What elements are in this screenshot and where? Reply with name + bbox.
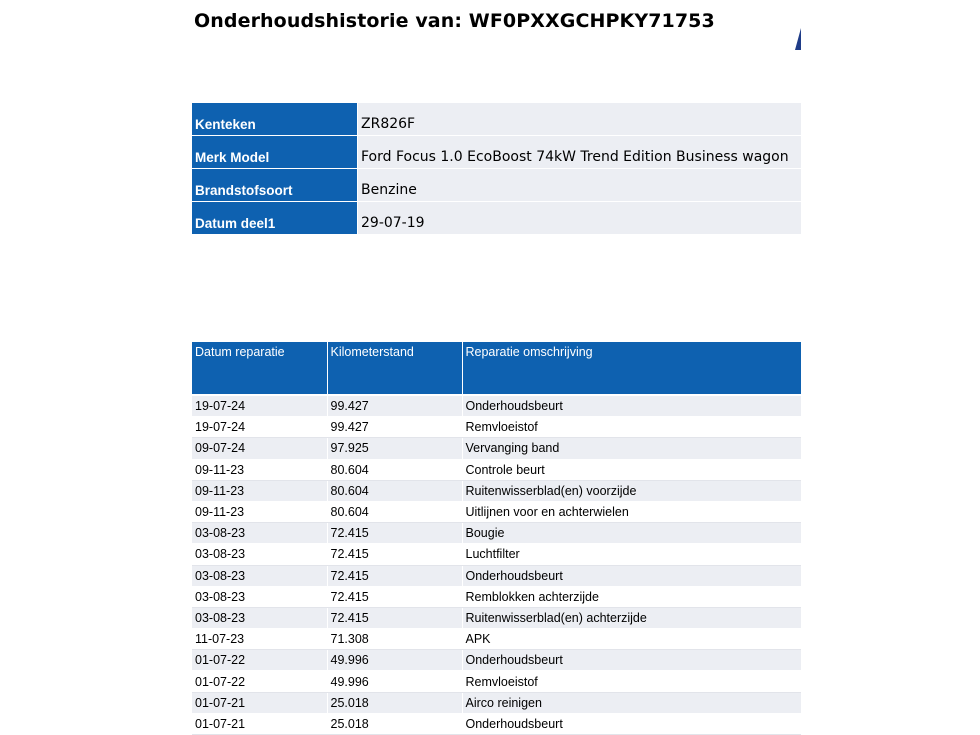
repair-description-cell: APK — [462, 629, 801, 650]
repair-date-cell: 03-08-23 — [192, 544, 327, 565]
mileage-cell: 72.415 — [327, 607, 462, 628]
mileage-cell: 71.308 — [327, 629, 462, 650]
repair-date-cell: 03-08-23 — [192, 523, 327, 544]
vehicle-field-label: Kenteken — [192, 103, 358, 136]
repair-date-cell: 09-11-23 — [192, 459, 327, 480]
vehicle-field-value: 29-07-19 — [358, 202, 802, 235]
repair-date-cell: 01-07-21 — [192, 713, 327, 734]
table-row — [192, 523, 801, 544]
repair-date-cell: 01-07-22 — [192, 671, 327, 692]
vehicle-info-row — [192, 169, 801, 202]
table-row — [192, 586, 801, 607]
mileage-cell: 72.415 — [327, 565, 462, 586]
mileage-cell: 80.604 — [327, 459, 462, 480]
maintenance-history-table — [192, 342, 801, 735]
repair-description-cell: Onderhoudsbeurt — [462, 396, 801, 417]
mileage-cell: 25.018 — [327, 692, 462, 713]
page-title: Onderhoudshistorie van: WF0PXXGCHPKY71753 — [194, 10, 715, 32]
repair-description-cell: Luchtfilter — [462, 544, 801, 565]
repair-description-cell: Uitlijnen voor en achterwielen — [462, 501, 801, 522]
repair-description-cell: Onderhoudsbeurt — [462, 713, 801, 734]
table-row — [192, 692, 801, 713]
table-row — [192, 713, 801, 734]
repair-description-cell: Remvloeistof — [462, 417, 801, 438]
vehicle-info-row — [192, 103, 801, 136]
repair-date-cell: 03-08-23 — [192, 607, 327, 628]
mileage-cell: 99.427 — [327, 396, 462, 417]
table-row — [192, 650, 801, 671]
column-header-date: Datum reparatie — [192, 342, 327, 394]
repair-date-cell: 03-08-23 — [192, 565, 327, 586]
repair-date-cell: 09-11-23 — [192, 501, 327, 522]
repair-date-cell: 09-07-24 — [192, 438, 327, 459]
repair-date-cell: 03-08-23 — [192, 586, 327, 607]
table-row — [192, 544, 801, 565]
vehicle-field-value: Ford Focus 1.0 EcoBoost 74kW Trend Edition Business wagon — [358, 136, 802, 169]
vehicle-field-label: Datum deel1 — [192, 202, 358, 235]
repair-date-cell: 01-07-22 — [192, 650, 327, 671]
mileage-cell: 80.604 — [327, 480, 462, 501]
repair-description-cell: Remblokken achterzijde — [462, 586, 801, 607]
repair-description-cell: Bougie — [462, 523, 801, 544]
vehicle-field-value: Benzine — [358, 169, 802, 202]
repair-date-cell: 09-11-23 — [192, 480, 327, 501]
table-row — [192, 671, 801, 692]
table-row — [192, 438, 801, 459]
vehicle-field-label: Brandstofsoort — [192, 169, 358, 202]
vehicle-info-table — [192, 103, 801, 235]
mileage-cell: 72.415 — [327, 586, 462, 607]
repair-date-cell: 19-07-24 — [192, 417, 327, 438]
mileage-cell: 72.415 — [327, 523, 462, 544]
table-row — [192, 417, 801, 438]
repair-description-cell: Controle beurt — [462, 459, 801, 480]
table-row — [192, 565, 801, 586]
vehicle-field-value: ZR826F — [358, 103, 802, 136]
repair-description-cell: Ruitenwisserblad(en) achterzijde — [462, 607, 801, 628]
table-row — [192, 459, 801, 480]
mileage-cell: 25.018 — [327, 713, 462, 734]
mileage-cell: 72.415 — [327, 544, 462, 565]
mileage-cell: 49.996 — [327, 671, 462, 692]
table-row — [192, 396, 801, 417]
mileage-cell: 97.925 — [327, 438, 462, 459]
mileage-cell: 80.604 — [327, 501, 462, 522]
vehicle-field-label: Merk Model — [192, 136, 358, 169]
repair-description-cell: Airco reinigen — [462, 692, 801, 713]
repair-date-cell: 01-07-21 — [192, 692, 327, 713]
column-header-description: Reparatie omschrijving — [462, 342, 801, 394]
repair-description-cell: Vervanging band — [462, 438, 801, 459]
column-header-mileage: Kilometerstand — [327, 342, 462, 394]
repair-date-cell: 11-07-23 — [192, 629, 327, 650]
table-row — [192, 607, 801, 628]
mileage-cell: 99.427 — [327, 417, 462, 438]
repair-description-cell: Onderhoudsbeurt — [462, 650, 801, 671]
vehicle-info-row — [192, 136, 801, 169]
repair-description-cell: Ruitenwisserblad(en) voorzijde — [462, 480, 801, 501]
vehicle-info-row — [192, 202, 801, 235]
table-row — [192, 480, 801, 501]
repair-description-cell: Onderhoudsbeurt — [462, 565, 801, 586]
table-row — [192, 629, 801, 650]
logo-fragment — [795, 28, 801, 50]
table-row — [192, 501, 801, 522]
repair-date-cell: 19-07-24 — [192, 396, 327, 417]
repair-description-cell: Remvloeistof — [462, 671, 801, 692]
mileage-cell: 49.996 — [327, 650, 462, 671]
table-header-row — [192, 342, 801, 394]
